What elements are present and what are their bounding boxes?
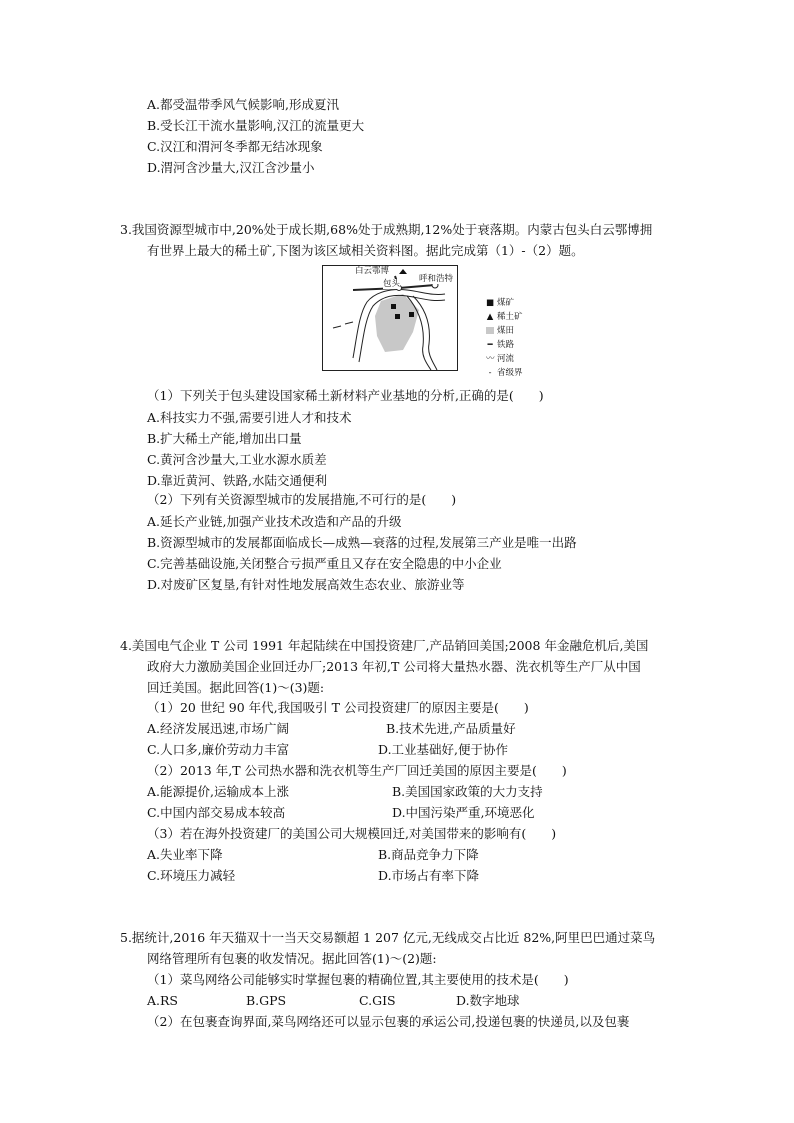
q2-option-c: C.汉江和渭河冬季都无结冰现象	[147, 139, 323, 154]
legend-label: 稀土矿	[497, 312, 523, 322]
legend-railway	[486, 340, 514, 350]
legend-label: 省级界	[497, 368, 523, 378]
legend-label: 铁路	[497, 340, 515, 350]
legend-coalfield	[486, 326, 514, 336]
legend-boundary	[486, 368, 523, 378]
q5-sub1-option-c: C.GIS	[359, 993, 396, 1008]
coal-mine-symbol	[395, 314, 400, 319]
q3-stem-line2: 有世界上最大的稀土矿,下图为该区域相关资料图。据此完成第（1）-（2）题。	[147, 243, 584, 258]
q4-sub2-option-a: A.能源提价,运输成本上涨	[147, 784, 289, 799]
q3-sub2-option-b: B.资源型城市的发展都面临成长—成熟—衰落的过程,发展第三产业是唯一出路	[147, 535, 577, 550]
coal-mine-icon: ■	[486, 298, 495, 308]
q4-sub1-question: （1）20 世纪 90 年代,我国吸引 T 公司投资建厂的原因主要是( )	[147, 700, 529, 715]
river-icon: 〰	[486, 354, 495, 364]
q2-option-a: A.都受温带季风气候影响,形成夏汛	[147, 97, 339, 112]
q2-option-b: B.受长江干流水量影响,汉江的流量更大	[147, 118, 365, 133]
q4-stem-line1: 4.美国电气企业 T 公司 1991 年起陆续在中国投资建厂,产品销回美国;2008 年金融危机后,美国	[120, 638, 649, 653]
legend-coal-mine	[486, 298, 514, 308]
q4-sub2-option-c: C.中国内部交易成本较高	[147, 805, 286, 820]
q5-sub1-option-d: D.数字地球	[456, 993, 520, 1008]
q3-stem-line1: 3.我国资源型城市中,20%处于成长期,68%处于成熟期,12%处于衰落期。内蒙古包头白云鄂博拥	[120, 222, 653, 237]
q5-sub1-option-a: A.RS	[147, 993, 178, 1008]
q3-sub1-question: （1）下列关于包头建设国家稀土新材料产业基地的分析,正确的是( )	[147, 388, 544, 403]
legend-label: 煤田	[497, 326, 515, 336]
rare-earth-mine-symbol	[399, 269, 407, 274]
q3-sub2-option-d: D.对废矿区复垦,有针对性地发展高效生态农业、旅游业等	[147, 577, 465, 592]
q4-sub2-question: （2）2013 年,T 公司热水器和洗衣机等生产厂回迁美国的原因主要是( )	[147, 763, 567, 778]
q5-sub1-question: （1）菜鸟网络公司能够实时掌握包裹的精确位置,其主要使用的技术是( )	[147, 972, 569, 987]
railway-icon: ━	[487, 340, 493, 350]
coal-mine-symbol	[409, 312, 414, 317]
q5-sub2-question: （2）在包裹查询界面,菜鸟网络还可以显示包裹的承运公司,投递包裹的快递员,以及包裹	[147, 1014, 630, 1029]
map-label-baotou: 包头	[383, 279, 401, 289]
q4-sub3-option-c: C.环境压力减轻	[147, 868, 236, 883]
coal-mine-symbol	[391, 304, 396, 309]
rare-earth-icon: ▲	[486, 312, 494, 322]
q5-sub1-option-b: B.GPS	[246, 993, 287, 1008]
q5-stem-line1: 5.据统计,2016 年天猫双十一当天交易额超 1 207 亿元,无线成交占比近 82%,阿里巴巴通过菜鸟	[120, 930, 656, 945]
q3-sub2-option-c: C.完善基础设施,关闭整合亏损严重且又存在安全隐患的中小企业	[147, 556, 502, 571]
q3-sub1-option-d: D.靠近黄河、铁路,水陆交通便利	[147, 473, 328, 488]
q4-stem-line2: 政府大力激励美国企业回迁办厂;2013 年初,T 公司将大量热水器、洗衣机等生产厂从中国	[147, 659, 641, 674]
q4-sub3-option-a: A.失业率下降	[147, 847, 223, 862]
coalfield-swatch	[486, 327, 494, 334]
q3-sub2-option-a: A.延长产业链,加强产业技术改造和产品的升级	[147, 514, 402, 529]
q4-sub3-option-b: B.商品竞争力下降	[378, 847, 479, 862]
q3-sub1-option-c: C.黄河含沙量大,工业水源水质差	[147, 452, 327, 467]
q4-sub2-option-b: B.美国国家政策的大力支持	[392, 784, 543, 799]
q4-sub1-option-d: D.工业基础好,便于协作	[378, 742, 509, 757]
legend-label: 煤矿	[497, 298, 515, 308]
q3-sub1-option-b: B.扩大稀土产能,增加出口量	[147, 431, 302, 446]
q4-sub3-option-d: D.市场占有率下降	[378, 868, 480, 883]
legend-river	[486, 354, 514, 364]
q4-stem-line3: 回迁美国。据此回答(1)～(3)题:	[147, 680, 325, 695]
q4-sub2-option-d: D.中国污染严重,环境恶化	[392, 805, 535, 820]
q5-stem-line2: 网络管理所有包裹的收发情况。据此回答(1)～(2)题:	[147, 951, 437, 966]
q4-sub1-option-a: A.经济发展迅速,市场广阔	[147, 721, 289, 736]
legend-rare-earth	[486, 312, 523, 322]
q2-option-d: D.渭河含沙量大,汉江含沙量小	[147, 160, 315, 175]
boundary-icon: ‐	[488, 368, 492, 378]
legend-label: 河流	[497, 354, 515, 364]
q4-sub1-option-c: C.人口多,廉价劳动力丰富	[147, 742, 290, 757]
q4-sub1-option-b: B.技术先进,产品质量好	[386, 721, 516, 736]
q3-sub1-option-a: A.科技实力不强,需要引进人才和技术	[147, 410, 352, 425]
q3-sub2-question: （2）下列有关资源型城市的发展措施,不可行的是( )	[147, 492, 457, 507]
map-label-baiyun-obo: 白云鄂博	[355, 266, 390, 276]
map-label-hohhot: 呼和浩特	[419, 274, 454, 284]
boundary-line	[333, 322, 353, 328]
q3-region-map	[322, 265, 458, 371]
q4-sub3-question: （3）若在海外投资建厂的美国公司大规模回迁,对美国带来的影响有( )	[147, 826, 557, 841]
